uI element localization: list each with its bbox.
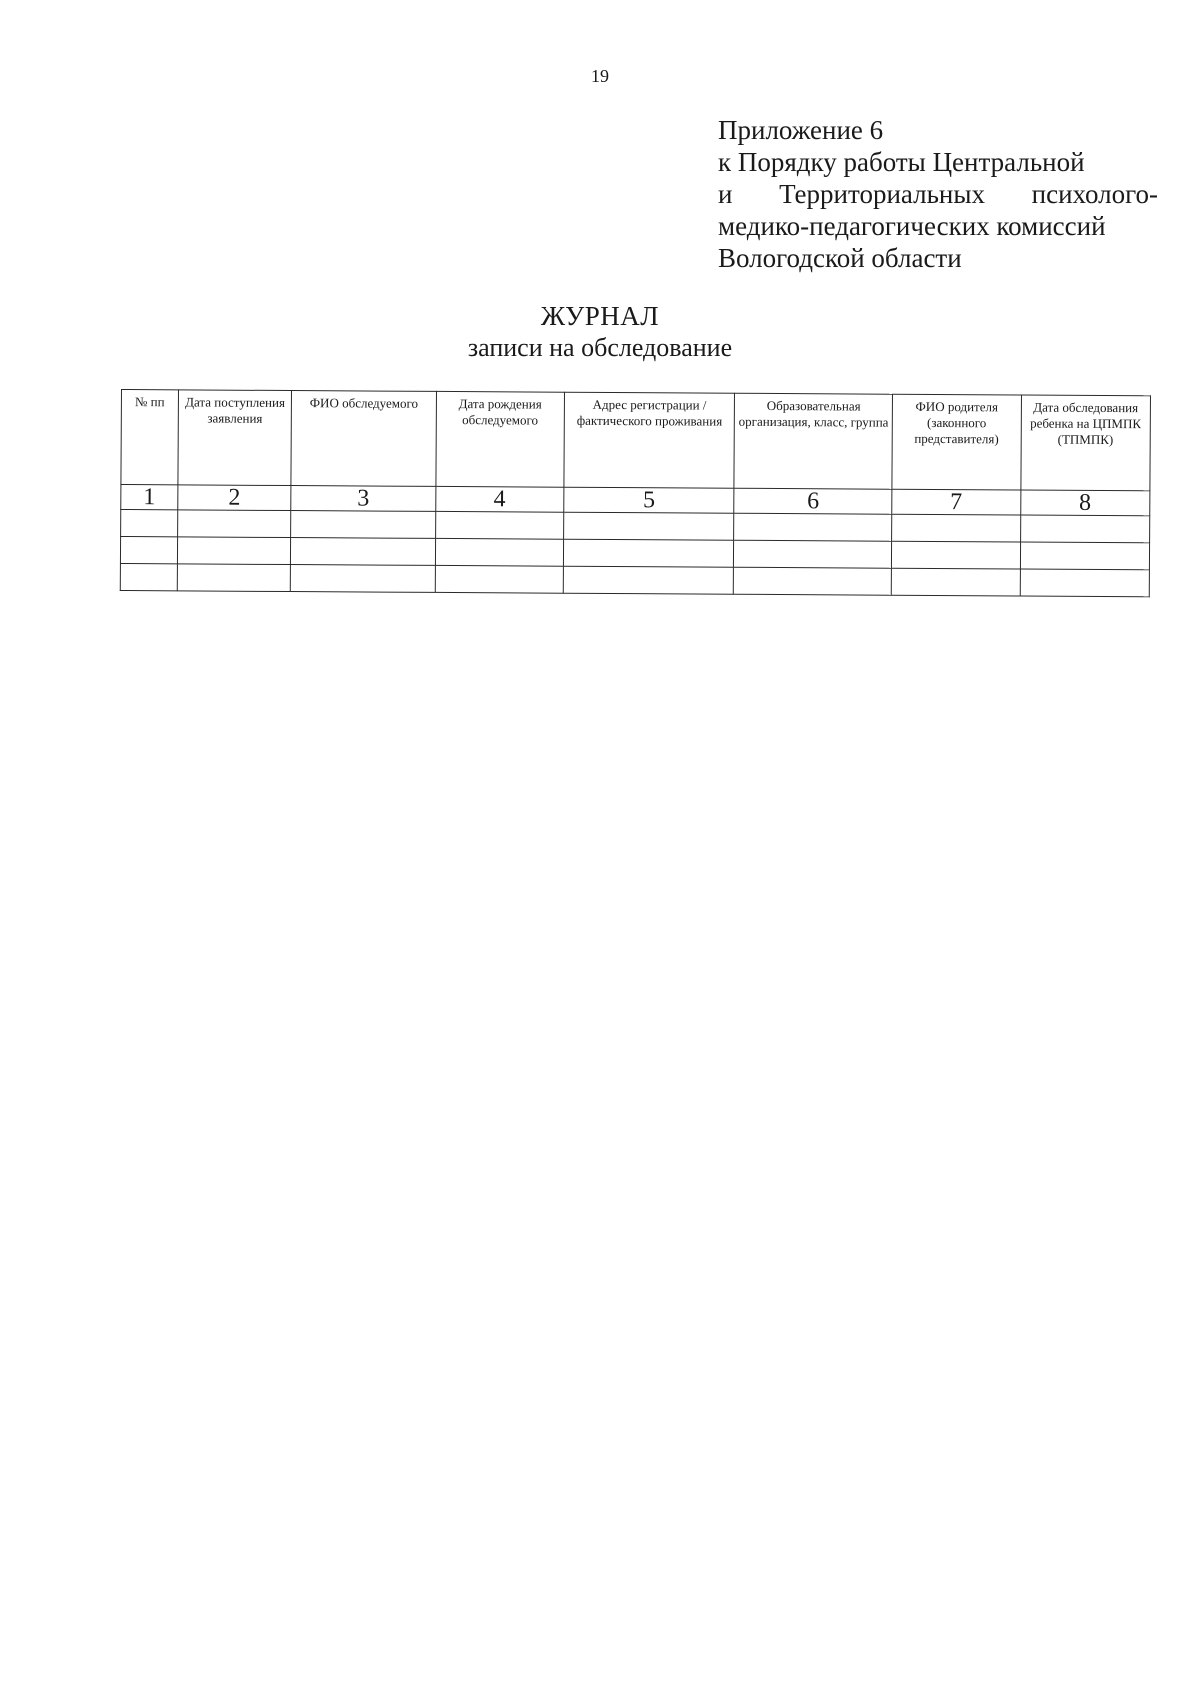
document-title: ЖУРНАЛ — [540, 301, 660, 331]
empty-cell — [564, 512, 735, 540]
table-row — [120, 563, 1149, 596]
header-cell: № пп — [121, 390, 178, 485]
header-cell: ФИО обследуемого — [291, 391, 436, 487]
journal-table — [120, 389, 1151, 597]
empty-cell — [291, 565, 435, 593]
empty-cell — [177, 564, 291, 592]
header-row — [121, 390, 1151, 491]
document-subtitle: записи на обследование — [467, 333, 733, 362]
header-cell: Дата обследования ребенка на ЦПМПК (ТПМПК) — [1020, 395, 1150, 491]
header-cell: ФИО родителя (законного представителя) — [892, 394, 1021, 490]
column-number-cell: 5 — [564, 487, 735, 513]
appendix-line-1: Приложение 6 — [718, 115, 884, 145]
empty-cell — [891, 568, 1020, 596]
empty-cell — [120, 537, 177, 564]
appendix-line-4: медико-педагогических комиссий — [718, 211, 1106, 241]
empty-cell — [177, 510, 291, 538]
column-number-cell: 4 — [435, 486, 564, 512]
appendix-note — [718, 114, 1158, 274]
header-cell: Образовательная организация, класс, группа — [734, 393, 892, 489]
empty-cell — [120, 563, 177, 590]
empty-cell — [291, 538, 435, 566]
empty-cell — [563, 539, 734, 567]
empty-cell — [892, 541, 1021, 569]
column-number-cell: 2 — [178, 485, 292, 511]
empty-cell — [121, 510, 178, 537]
document-heading — [0, 300, 1200, 364]
header-cell: Дата поступления заявления — [178, 390, 292, 486]
empty-cell — [435, 511, 564, 539]
empty-cell — [1020, 569, 1150, 597]
appendix-line-5: Вологодской области — [718, 243, 962, 273]
column-number-cell: 7 — [892, 489, 1021, 515]
empty-cell — [1020, 542, 1150, 570]
empty-cell — [734, 567, 892, 595]
empty-cell — [734, 540, 892, 568]
empty-cell — [892, 514, 1021, 542]
header-cell: Дата рождения обследуемого — [435, 391, 564, 487]
appendix-line-3: и Территориальных психолого- — [718, 179, 1158, 209]
appendix-line-2: к Порядку работы Центральной — [718, 147, 1085, 177]
empty-cell — [177, 537, 291, 565]
empty-cell — [1020, 515, 1150, 543]
page-number: 19 — [591, 66, 609, 86]
empty-cell — [291, 511, 435, 539]
column-number-cell: 3 — [291, 486, 435, 512]
header-cell: Адрес регистрации / фактического проживания — [564, 392, 735, 488]
empty-cell — [435, 538, 564, 566]
column-number-cell: 6 — [734, 488, 892, 514]
empty-cell — [734, 513, 892, 541]
empty-cell — [563, 566, 734, 594]
column-number-cell: 8 — [1020, 490, 1150, 516]
column-number-cell: 1 — [121, 485, 178, 510]
empty-cell — [435, 565, 564, 593]
